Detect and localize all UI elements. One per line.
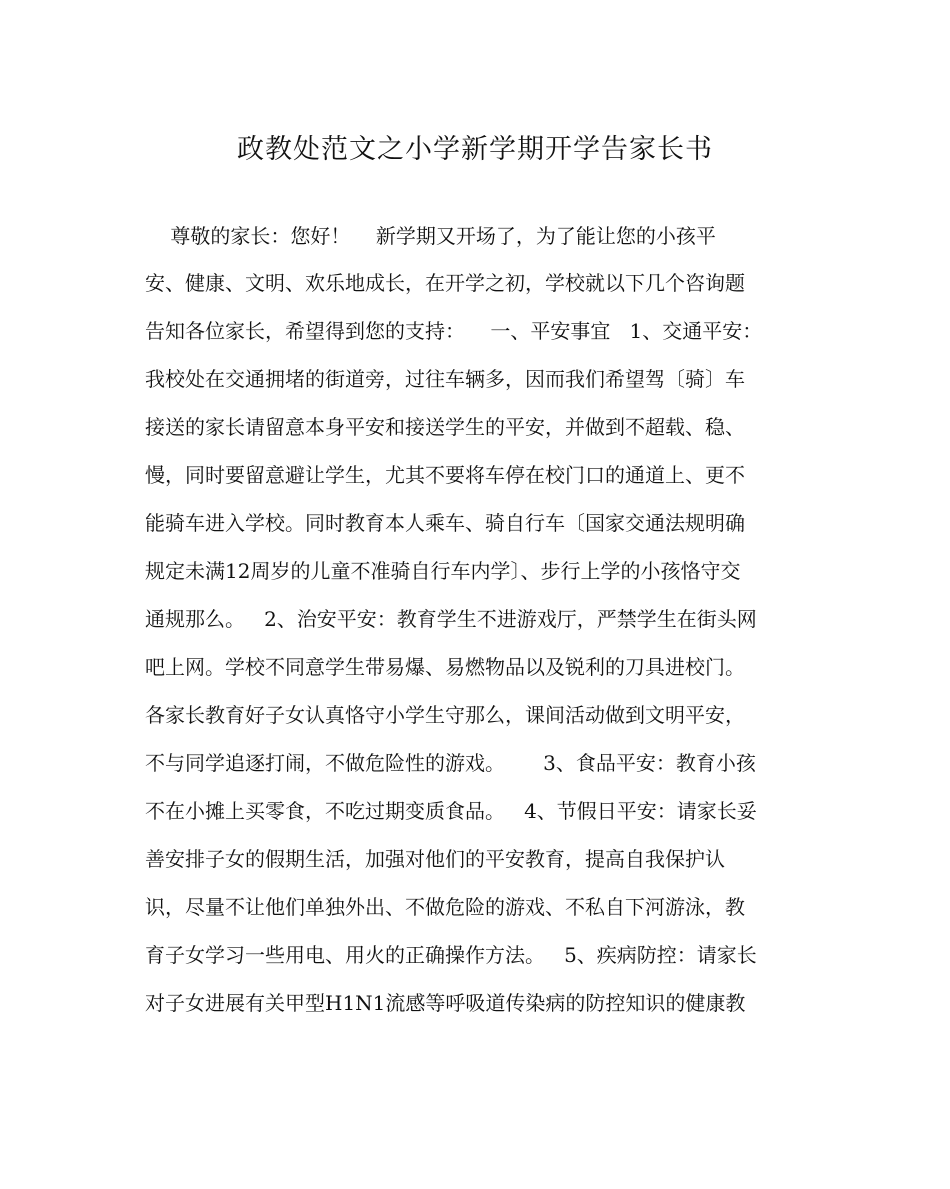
body-line: 慢，同时要留意避让学生，尤其不要将车停在校门口的通道上、更不 (145, 463, 745, 487)
body-line: 规定未满12周岁的儿童不准骑自行车内学〕、步行上学的小孩恪守交 (145, 559, 741, 583)
body-line: 尊敬的家长：您好！ 新学期又开场了，为了能让您的小孩平 (145, 224, 716, 248)
body-line: 能骑车进入学校。同时教育本人乘车、骑自行车〔国家交通法规明确 (145, 511, 745, 535)
document-title: 政教处范文之小学新学期开学告家长书 (237, 134, 713, 165)
body-line: 不在小摊上买零食，不吃过期变质食品。 4、节假日平安：请家长妥 (145, 799, 757, 823)
body-line: 善安排子女的假期生活，加强对他们的平安教育，提高自我保护认 (145, 847, 725, 871)
body-line: 安、健康、文明、欢乐地成长，在开学之初，学校就以下几个咨询题 (145, 271, 745, 295)
body-line: 对子女进展有关甲型H1N1流感等呼吸道传染病的防控知识的健康教 (145, 991, 746, 1015)
body-line: 各家长教育好子女认真恪守小学生守那么，课间活动做到文明平安， (145, 703, 745, 727)
body-line: 告知各位家长，希望得到您的支持： 一、平安事宜 1、交通平安： (145, 319, 763, 343)
body-line: 通规那么。 2、治安平安：教育学生不进游戏厅，严禁学生在街头网 (145, 607, 757, 631)
body-line: 不与同学追逐打闹，不做危险性的游戏。 3、食品平安：教育小孩 (145, 751, 756, 775)
body-line: 吧上网。学校不同意学生带易爆、易燃物品以及锐利的刀具进校门。 (145, 655, 745, 679)
body-line: 育子女学习一些用电、用火的正确操作方法。 5、疾病防控：请家长 (145, 943, 757, 967)
body-line: 我校处在交通拥堵的街道旁，过往车辆多，因而我们希望驾〔骑〕车 (145, 367, 745, 391)
body-line: 接送的家长请留意本身平安和接送学生的平安，并做到不超载、稳、 (145, 415, 745, 439)
body-line: 识，尽量不让他们单独外出、不做危险的游戏、不私自下河游泳，教 (145, 895, 745, 919)
